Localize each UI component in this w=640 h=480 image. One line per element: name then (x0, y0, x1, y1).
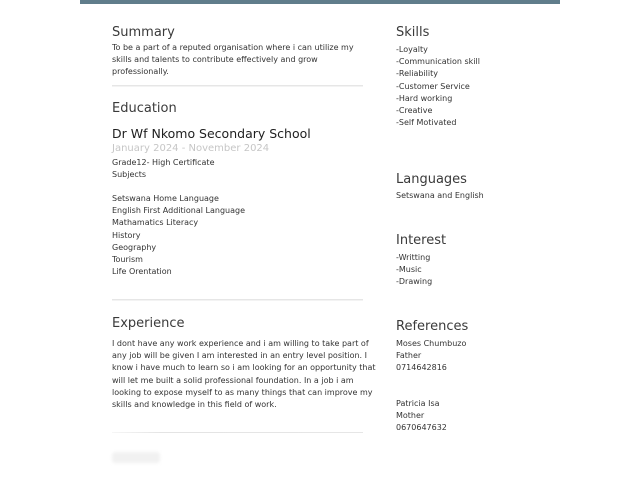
summary-heading: Summary (112, 25, 175, 40)
section-divider (112, 85, 363, 86)
experience-heading: Experience (112, 316, 185, 331)
subject-item: Setswana Home Language (112, 194, 219, 203)
experience-text (112, 338, 376, 411)
skill-item: -Creative (396, 106, 433, 116)
reference-2 (396, 398, 447, 435)
experience-line: will let me built a solid professional foundation. In a job i am (112, 375, 354, 385)
languages-text: Setswana and English (396, 191, 484, 200)
summary-text: To be a part of a reputed organisation where i can utilize my skills and talents to contribute effectively and grow professionally. (112, 43, 354, 77)
skills-list (396, 44, 480, 129)
section-divider (112, 299, 363, 300)
subject-item: Geography (112, 242, 157, 252)
experience-line: I dont have any work experience and i am willing to take part of (112, 339, 369, 348)
section-divider (112, 432, 363, 433)
education-heading: Education (112, 101, 177, 116)
subject-item: History (112, 230, 141, 240)
experience-line: any job will be given I am interested in an entry level position. I (112, 351, 367, 361)
languages-heading: Languages (396, 172, 467, 187)
subject-item: English First Additional Language (112, 206, 245, 216)
references-heading: References (396, 319, 469, 334)
grade: Grade12- High Certificate (112, 158, 215, 167)
reference-relation: Father (396, 351, 422, 361)
subject-item: Mathamatics Literacy (112, 218, 199, 228)
reference-relation: Mother (396, 411, 425, 421)
faded-section-heading (112, 452, 160, 463)
reference-name: Moses Chumbuzo (396, 339, 467, 348)
experience-line: looking to expose myself to as many things that can improve my (112, 387, 373, 397)
interest-item: -Writting (396, 253, 431, 262)
reference-1 (396, 338, 466, 375)
skills-heading: Skills (396, 25, 430, 40)
reference-phone: 0714642816 (396, 363, 447, 373)
education-dates: January 2024 - November 2024 (112, 143, 270, 154)
subject-item: Life Orentation (112, 267, 172, 277)
interest-list (396, 252, 432, 289)
reference-name: Patricia Isa (396, 399, 440, 408)
subject-item: Tourism (112, 255, 143, 265)
skill-item: -Communication skill (396, 57, 480, 67)
experience-line: know i have much to learn so i am looking for an opportunity that (112, 363, 376, 373)
subjects-label: Subjects (112, 170, 147, 179)
skill-item: -Loyalty (396, 45, 428, 54)
skill-item: -Reliability (396, 69, 438, 79)
skill-item: -Self Motivated (396, 118, 457, 128)
reference-phone: 0670647632 (396, 423, 447, 433)
school-name: Dr Wf Nkomo Secondary School (112, 126, 311, 141)
header-bar (80, 0, 560, 4)
skill-item: -Hard working (396, 93, 453, 103)
interest-item: -Drawing (396, 277, 433, 287)
subjects-list (112, 193, 245, 278)
skill-item: -Customer Service (396, 81, 470, 91)
interest-heading: Interest (396, 233, 447, 248)
experience-line: skills and knowledge in this field of work. (112, 400, 277, 410)
interest-item: -Music (396, 265, 422, 275)
